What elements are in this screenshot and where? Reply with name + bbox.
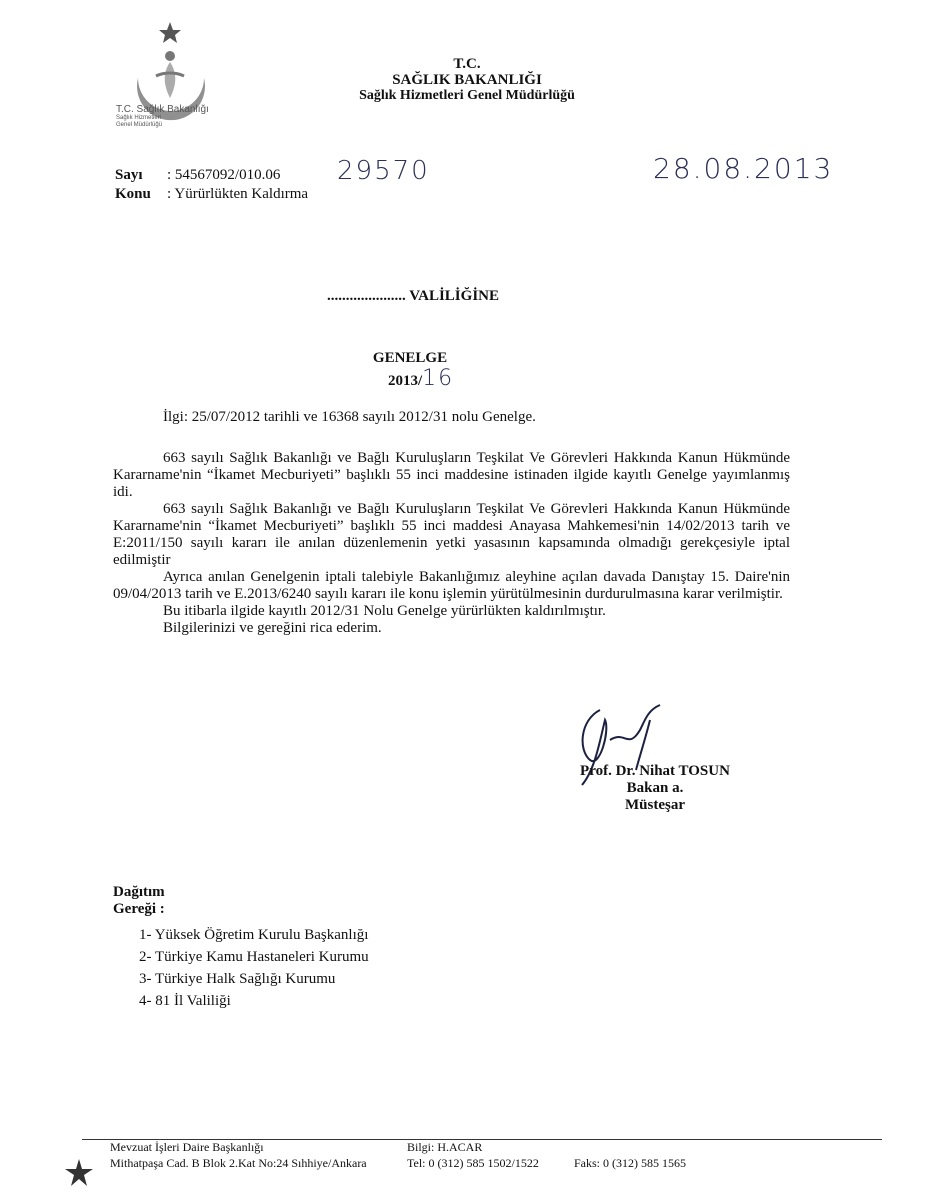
list-item: 2- Türkiye Kamu Hastaneleri Kurumu [139, 949, 369, 965]
sayi-label: Sayı [115, 167, 143, 183]
list-item: 3- Türkiye Halk Sağlığı Kurumu [139, 971, 336, 987]
paragraph-2: 663 sayılı Sağlık Bakanlığı ve Bağlı Kuruluşların Teşkilat Ve Görevleri Hakkında Kanun Hükmünde Kararname'nin “İkamet Mecburiyeti” başlıklı 55 inci maddesi Anayasa Mahkemesi'nin 14/02/2013 tarih ve E:2011/150 sayılı kararı ile anılan düzenlemenin yetki yasasının kapsamında olmadığı gerekçesiyle iptal edilmiştir [113, 501, 790, 568]
date-handwritten: 28.08.2013 [653, 152, 834, 185]
paragraph-3: Ayrıca anılan Genelgenin iptali talebiyle Bakanlığımız aleyhine açılan davada Danıştay 15. Daire'nin 09/04/2013 tarih ve E.2013/6240 sayılı kararı ile konu işlemin yürütülmesinin durdurulmasına karar verilmiştir. [113, 569, 790, 602]
genelge-number [388, 366, 454, 391]
genelge-number-prefix: 2013/ [388, 373, 423, 389]
distribution-subtitle: Gereği : [113, 901, 165, 917]
ilgi-line: İlgi: 25/07/2012 tarihli ve 16368 sayılı 2012/31 nolu Genelge. [163, 409, 536, 425]
genelge-number-handwritten: 16 [422, 366, 455, 391]
paragraph-5: Bilgilerinizi ve gereğini rica ederim. [163, 620, 382, 636]
logo-caption [116, 104, 226, 129]
footer [82, 1140, 882, 1172]
distribution [113, 884, 369, 1012]
logo-sub1: Sağlık Hizmetleri [116, 115, 162, 121]
header-ministry: SAĞLIK BAKANLIĞI [392, 72, 542, 88]
signature-block [560, 763, 750, 814]
logo-name: T.C. Sağlık Bakanlığı [116, 104, 209, 115]
distribution-list [113, 924, 369, 1012]
genelge-title: GENELGE [372, 350, 448, 366]
header-tc: T.C. [453, 56, 481, 72]
footer-bilgi: Bilgi: H.ACAR [407, 1140, 483, 1154]
konu-value: : Yürürlükten Kaldırma [167, 186, 309, 202]
footer-tel: Tel: 0 (312) 585 1502/1522 [407, 1156, 539, 1170]
sayi-row [115, 167, 280, 184]
logo-sub2: Genel Müdürlüğü [116, 122, 163, 128]
paragraph-4: Bu itibarla ilgide kayıtlı 2012/31 Nolu Genelge yürürlükten kaldırılmıştır. [163, 603, 606, 619]
list-item: 1- Yüksek Öğretim Kurulu Başkanlığı [139, 927, 369, 943]
body-text [113, 450, 790, 637]
signatory-role-1: Bakan a. [626, 780, 684, 796]
paragraph-1: 663 sayılı Sağlık Bakanlığı ve Bağlı Kuruluşların Teşkilat Ve Görevleri Hakkında Kanun Hükmünde Kararname'nin “İkamet Mecburiyeti” başlıklı 55 inci maddesine istinaden ilgide kayıtlı Genelge yayımlanmış idi. [113, 450, 790, 500]
distribution-title: Dağıtım [113, 884, 165, 900]
sayi-value: : 54567092/010.06 [167, 167, 281, 183]
konu-label: Konu [115, 186, 151, 202]
footer-dept: Mevzuat İşleri Daire Başkanlığı [110, 1140, 264, 1154]
list-item: 4- 81 İl Valiliği [139, 993, 231, 1009]
footer-address: Mithatpaşa Cad. B Blok 2.Kat No:24 Sıhhiye/Ankara [110, 1156, 367, 1170]
footer-faks: Faks: 0 (312) 585 1565 [574, 1156, 686, 1170]
addressee: ..................... VALİLİĞİNE [327, 288, 499, 304]
sayi-handwritten: 29570 [337, 156, 430, 186]
header-directorate: Sağlık Hizmetleri Genel Müdürlüğü [359, 88, 575, 103]
konu-row [115, 186, 308, 203]
signatory-name: Prof. Dr. Nihat TOSUN [580, 763, 730, 779]
signatory-role-2: Müsteşar [625, 797, 685, 813]
